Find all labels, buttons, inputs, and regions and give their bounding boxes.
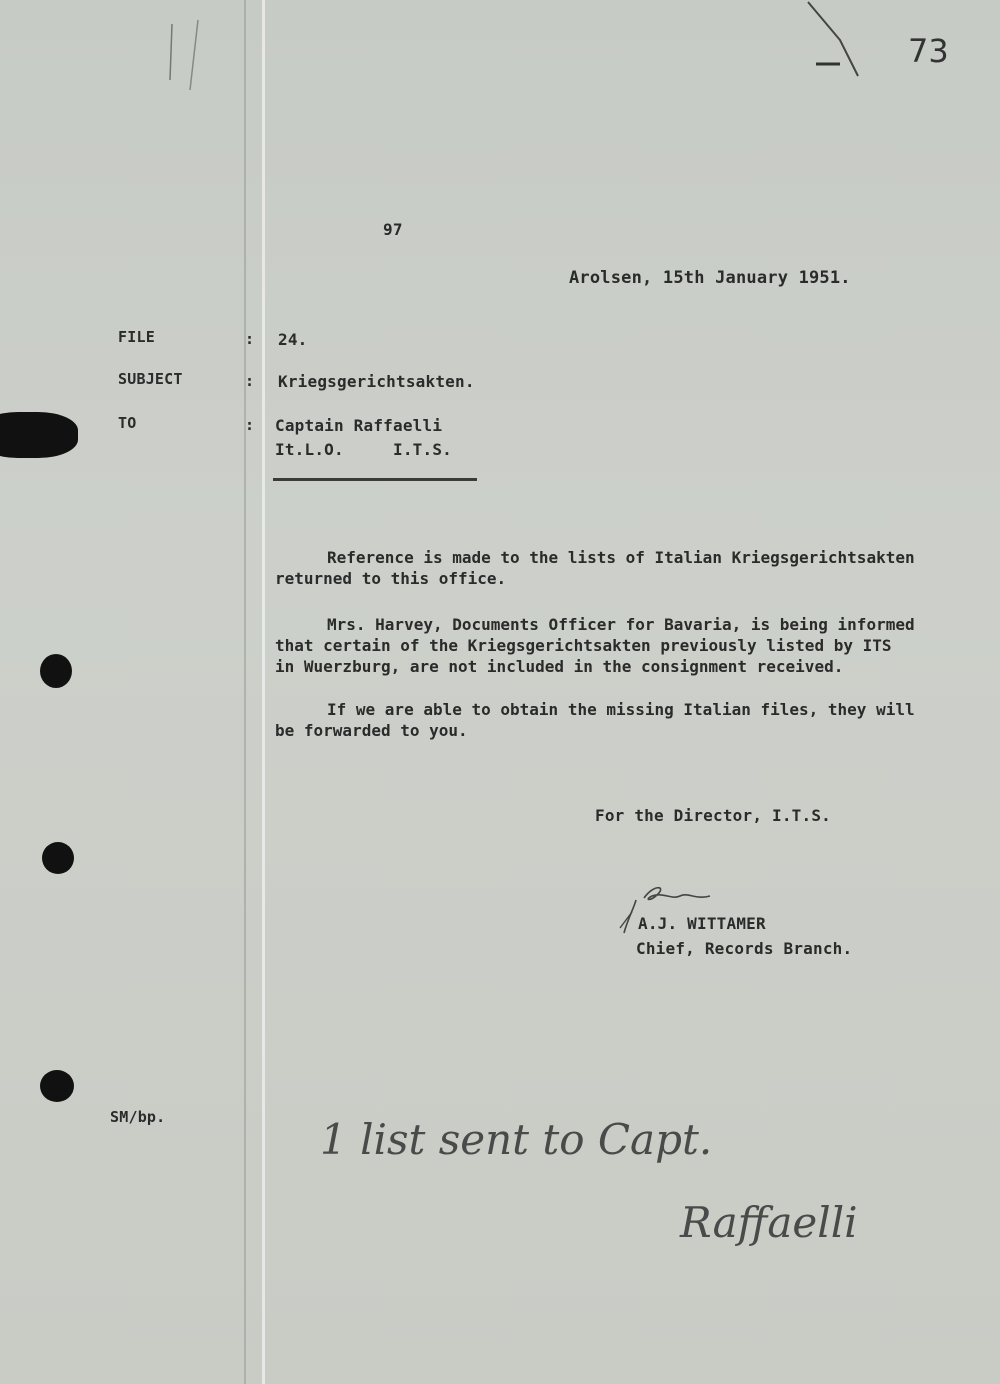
paragraph-line: that certain of the Kriegsgerichtsakten previously listed by ITS bbox=[275, 636, 892, 655]
body-paragraph-1 bbox=[275, 547, 915, 589]
handwritten-note-line2: Raffaelli bbox=[680, 1198, 858, 1247]
paragraph-line: Reference is made to the lists of Italian Kriegsgerichtsakten bbox=[327, 548, 915, 567]
tear-marks bbox=[160, 20, 220, 100]
body-paragraph-2 bbox=[275, 614, 915, 677]
reference-initials: SM/bp. bbox=[110, 1108, 166, 1126]
field-label-subject: SUBJECT bbox=[118, 370, 183, 388]
field-label-to: TO bbox=[118, 414, 137, 432]
field-sep-file: : bbox=[245, 330, 255, 348]
page-number: 73 bbox=[908, 32, 949, 70]
punch-hole bbox=[0, 412, 78, 458]
paragraph-line: Mrs. Harvey, Documents Officer for Bavaria, is being informed bbox=[327, 615, 915, 634]
paragraph-line: If we are able to obtain the missing Italian files, they will bbox=[327, 700, 915, 719]
field-sep-subject: : bbox=[245, 372, 255, 390]
fold-line bbox=[262, 0, 265, 1384]
file-number-top: 97 bbox=[383, 220, 403, 239]
field-value-to-line1: Captain Raffaelli bbox=[275, 416, 443, 435]
field-value-subject: Kriegsgerichtsakten. bbox=[278, 372, 475, 391]
fold-shadow bbox=[244, 0, 246, 1384]
field-value-to-line2: It.L.O. I.T.S. bbox=[275, 440, 452, 459]
header-underline bbox=[273, 478, 477, 481]
closing-line: For the Director, I.T.S. bbox=[595, 806, 831, 825]
corner-tear-mark bbox=[800, 0, 870, 80]
dateline: Arolsen, 15th January 1951. bbox=[569, 268, 851, 288]
body-paragraph-3 bbox=[275, 699, 915, 741]
signatory-name: A.J. WITTAMER bbox=[638, 914, 766, 933]
field-label-file: FILE bbox=[118, 328, 155, 346]
punch-hole bbox=[40, 1070, 74, 1102]
punch-hole bbox=[42, 842, 74, 874]
signatory-title: Chief, Records Branch. bbox=[636, 939, 853, 958]
field-sep-to: : bbox=[245, 416, 255, 434]
paragraph-line: be forwarded to you. bbox=[275, 721, 468, 740]
paragraph-line: in Wuerzburg, are not included in the consignment received. bbox=[275, 657, 844, 676]
punch-hole bbox=[40, 654, 72, 688]
field-value-file: 24. bbox=[278, 330, 308, 349]
handwritten-note-line1: 1 list sent to Capt. bbox=[320, 1115, 713, 1164]
paragraph-line: returned to this office. bbox=[275, 569, 507, 588]
